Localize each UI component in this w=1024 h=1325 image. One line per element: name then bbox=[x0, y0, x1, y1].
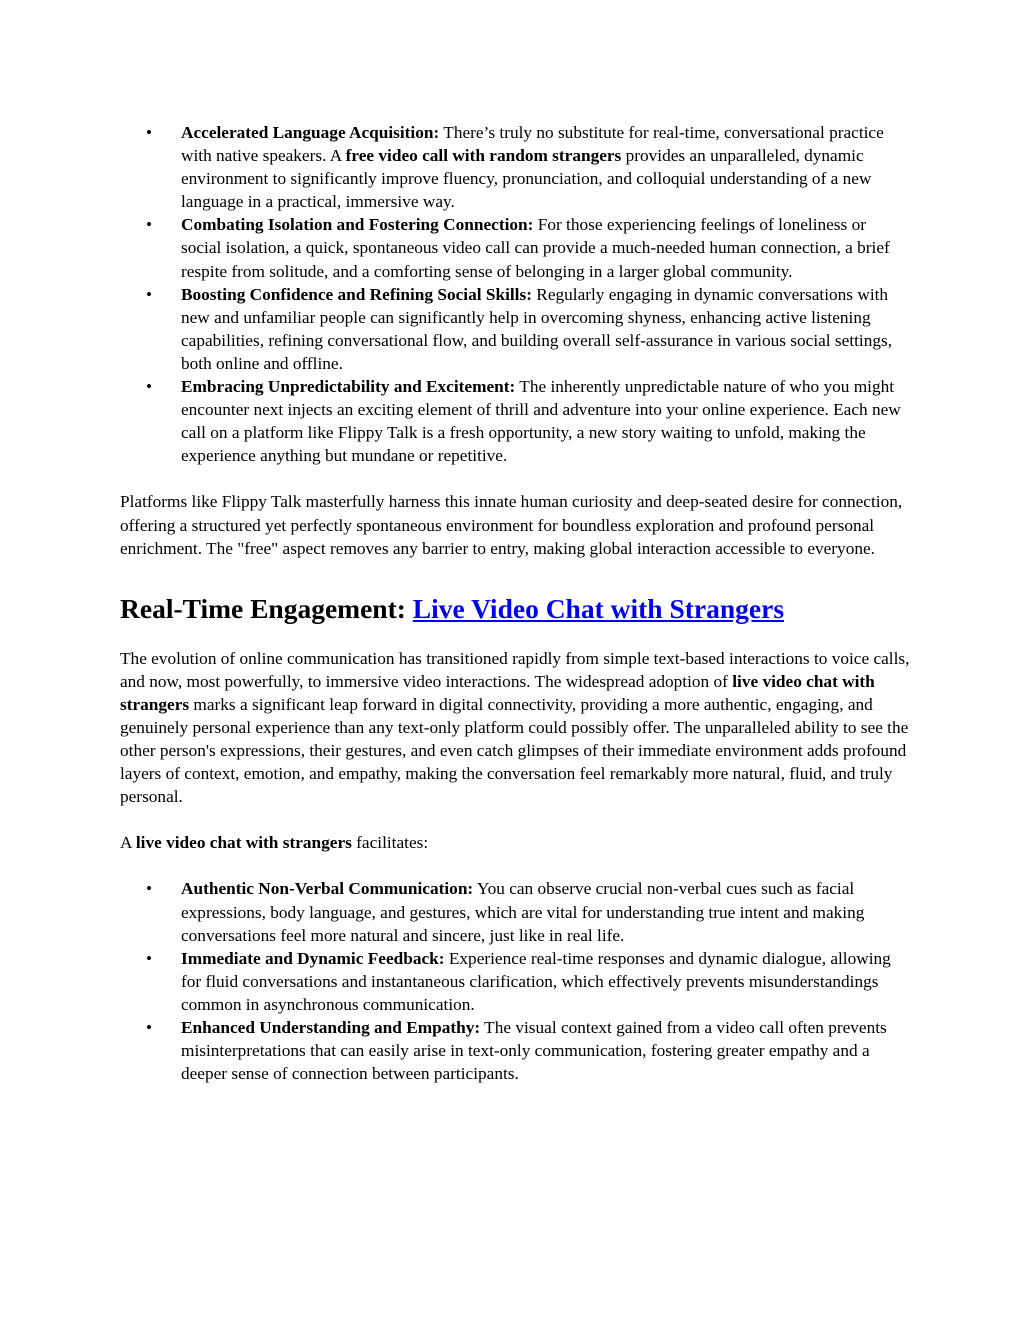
list-item-term: Accelerated Language Acquisition: bbox=[181, 123, 440, 142]
list-item bbox=[181, 947, 906, 1016]
paragraph-bold-phrase: live video chat with strangers bbox=[135, 833, 352, 853]
list-item-term: Combating Isolation and Fostering Connection: bbox=[181, 215, 534, 235]
list-item-term: Immediate and Dynamic Feedback: bbox=[181, 948, 445, 968]
paragraph-text: marks a significant leap forward in digital connectivity, providing a more authentic, engaging, and genuinely personal experience than any text-only platform could possibly offer. The unparalleled ability to see the other person's expressions, their gestures, and even catch glimpses of their immediate environment adds profound layers of context, emotion, and empathy, making the conversation feel remarkably more natural, fluid, and truly personal. bbox=[120, 694, 909, 807]
list-item-term: Authentic Non-Verbal Communication: bbox=[181, 879, 474, 899]
benefits-list bbox=[0, 121, 906, 467]
list-item bbox=[181, 375, 906, 467]
list-item bbox=[181, 1016, 906, 1085]
list-item-term: Enhanced Understanding and Empathy: bbox=[181, 1018, 481, 1037]
platforms-paragraph: Platforms like Flippy Talk masterfully harness this innate human curiosity and deep-seated desire for connection, offering a structured yet perfectly spontaneous environment for boundless exploration and profound personal enrichment. The "free" aspect removes any barrier to entry, making global interaction accessible to everyone. bbox=[120, 492, 903, 558]
list-item-text: There’s truly no substitute for real-time, conversational practice with native speakers. A bbox=[181, 123, 884, 166]
list-item-text: The visual context gained from a video call often prevents misinterpretations that can easily arise in text-only communication, fostering greater empathy and a deeper sense of connection between participants. bbox=[181, 1018, 887, 1084]
list-item bbox=[181, 213, 906, 282]
list-item-text: Regularly engaging in dynamic conversations with new and unfamiliar people can significantly help in overcoming shyness, enhancing active listening capabilities, refining conversational flow, and building overall self-assurance in various social settings, both online and offline. bbox=[181, 284, 893, 373]
list-item bbox=[181, 121, 906, 213]
paragraph-bold-phrase: live video chat with strangers bbox=[120, 671, 875, 714]
paragraph-text: facilitates: bbox=[351, 833, 429, 853]
evolution-paragraph bbox=[0, 647, 910, 809]
heading-link[interactable]: Live Video Chat with Strangers bbox=[412, 592, 785, 624]
list-item bbox=[181, 877, 906, 946]
list-item bbox=[181, 283, 906, 375]
heading-prefix: Real-Time Engagement: bbox=[120, 592, 413, 624]
section-heading bbox=[0, 593, 1024, 625]
paragraph-text: The evolution of online communication has transitioned rapidly from simple text-based interactions to voice calls, and now, most powerfully, to immersive video interactions. The widespread adoption of bbox=[120, 648, 910, 691]
paragraph-text: A bbox=[120, 833, 136, 853]
list-item-term: Embracing Unpredictability and Excitement: bbox=[181, 377, 516, 397]
list-item-text: For those experiencing feelings of loneliness or social isolation, a quick, spontaneous video call can provide a much-needed human connection, a brief respite from solitude, and a comforting sense of belonging in a larger global community. bbox=[181, 215, 890, 281]
list-item-text: You can observe crucial non-verbal cues such as facial expressions, body language, and gestures, which are vital for understanding true intent and making conversations feel more natural and sincere, just like in real life. bbox=[181, 879, 865, 945]
facilitates-paragraph bbox=[0, 831, 910, 854]
list-item-bold-phrase: free video call with random strangers bbox=[345, 146, 622, 166]
facilitates-list bbox=[0, 877, 906, 1085]
list-item-term: Boosting Confidence and Refining Social Skills: bbox=[181, 284, 532, 304]
list-item-text: The inherently unpredictable nature of who you might encounter next injects an exciting element of thrill and adventure into your online experience. Each new call on a platform like Flippy Talk is a fresh opportunity, a new story waiting to unfold, making the experience anything but mundane or repetitive. bbox=[181, 377, 901, 466]
list-item-text: Experience real-time responses and dynamic dialogue, allowing for fluid conversations and instantaneous clarification, which effectively prevents misunderstandings common in asynchronous communication. bbox=[181, 948, 891, 1014]
list-item-text: provides an unparalleled, dynamic environment to significantly improve fluency, pronunciation, and colloquial understanding of a new language in a practical, immersive way. bbox=[181, 146, 872, 212]
